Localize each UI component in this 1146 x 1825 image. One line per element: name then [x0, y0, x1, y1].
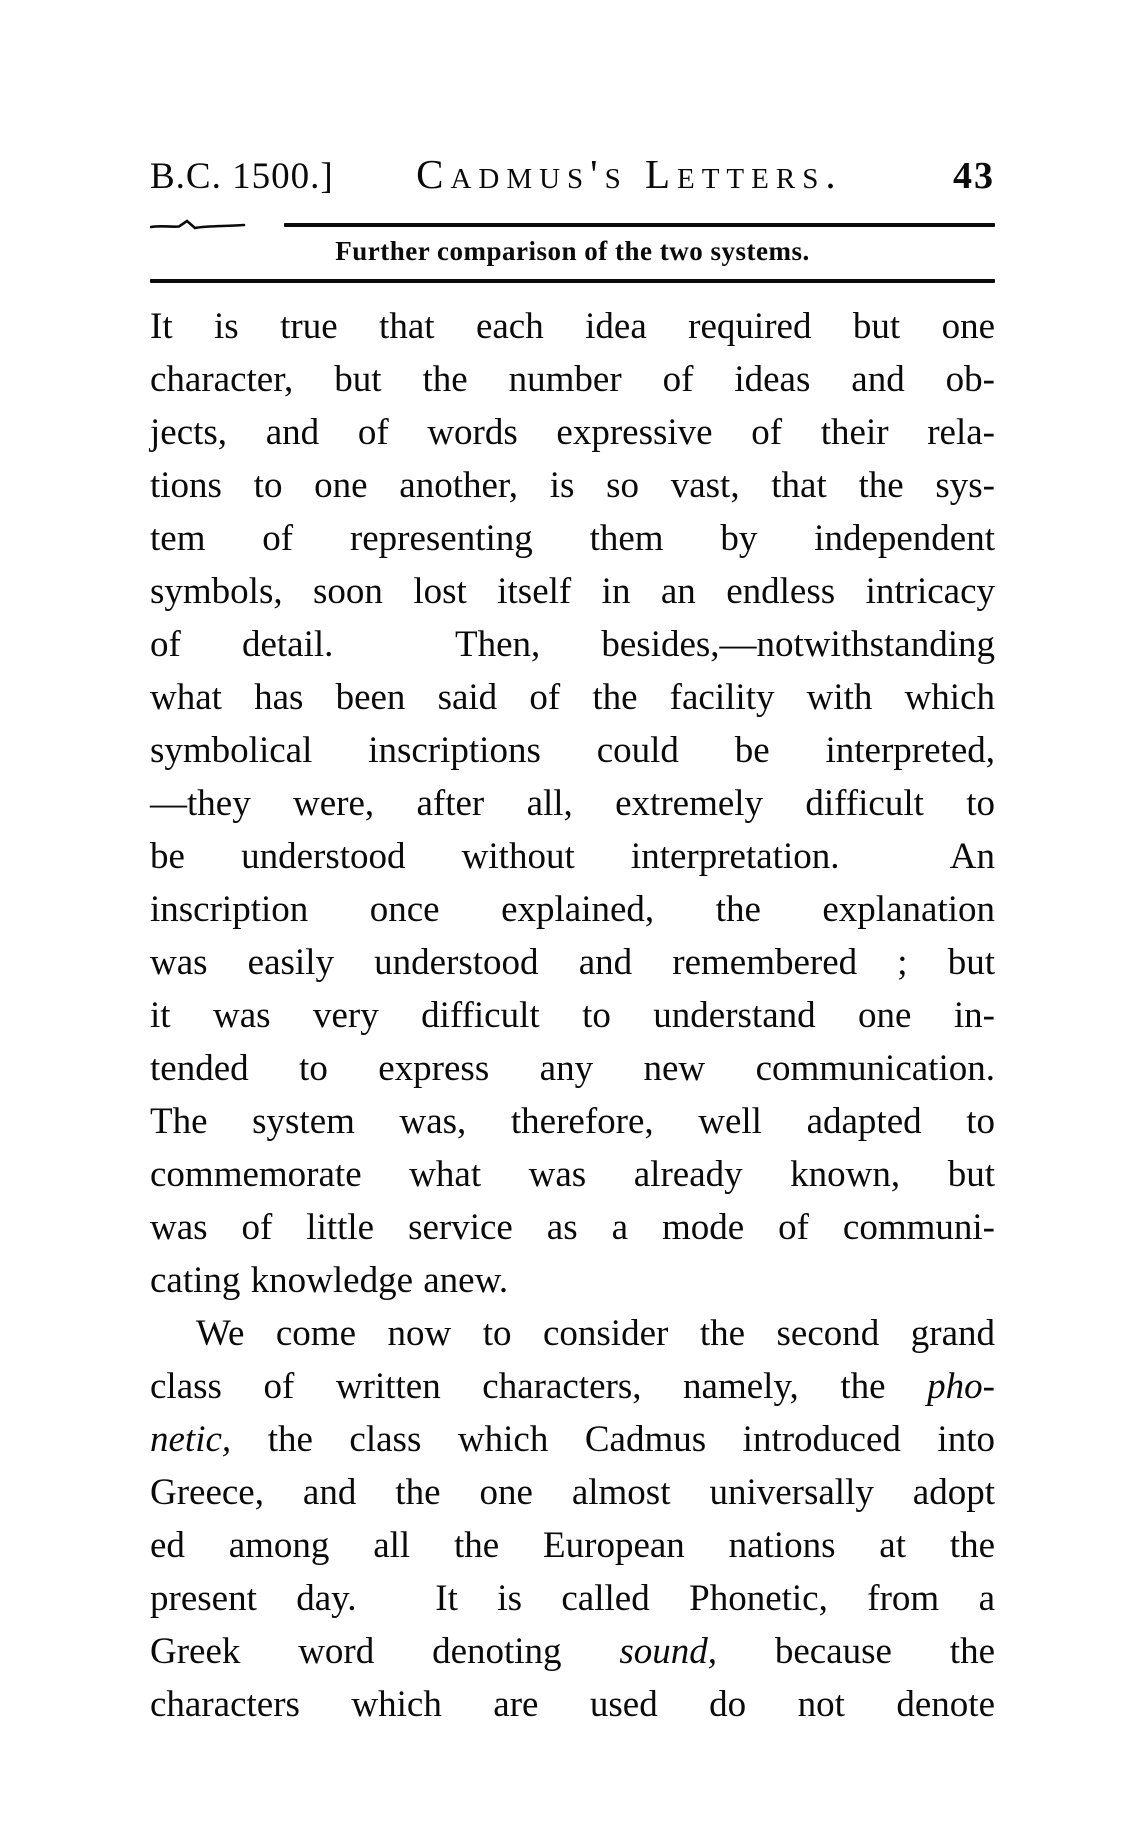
text-segment: cating knowledge anew.: [150, 1260, 509, 1301]
text-segment: class of written characters, namely, the: [150, 1366, 928, 1407]
text-segment: characters which are used do not denote: [150, 1684, 995, 1725]
text-line: [150, 1678, 995, 1731]
text-segment: —they were, after all, extremely difficult to: [150, 783, 995, 824]
text-segment: We come now to consider the second grand: [196, 1313, 995, 1354]
text-segment: was easily understood and remembered ; but: [150, 942, 995, 983]
header-rule: [284, 223, 995, 227]
squiggle-rule-icon: [150, 219, 246, 231]
text-segment: The system was, therefore, well adapted to: [150, 1101, 995, 1142]
header-title: Cadmus's Letters.: [416, 151, 843, 197]
text-line: [150, 1572, 995, 1625]
text-line: [150, 777, 995, 830]
text-line: [150, 565, 995, 618]
italic-text: sound,: [619, 1631, 718, 1672]
text-segment: what has been said of the facility with which: [150, 677, 995, 718]
text-line: [150, 406, 995, 459]
text-segment: tions to one another, is so vast, that the sys-: [150, 465, 995, 506]
italic-text: pho-: [927, 1366, 995, 1407]
text-segment: present day. It is called Phonetic, from a: [150, 1578, 995, 1619]
text-line: [150, 989, 995, 1042]
text-line: [150, 1095, 995, 1148]
text-line: [150, 1360, 995, 1413]
text-segment: symbolical inscriptions could be interpreted,: [150, 730, 995, 771]
text-segment: be understood without interpretation. An: [150, 836, 995, 877]
italic-text: netic,: [150, 1419, 232, 1460]
text-line: [150, 618, 995, 671]
text-line: [150, 1625, 995, 1678]
text-line: [150, 1307, 995, 1360]
text-segment: Greece, and the one almost universally adopt: [150, 1472, 995, 1513]
text-segment: tended to express any new communication.: [150, 1048, 995, 1089]
text-line: [150, 300, 995, 353]
page-body: [150, 300, 995, 1731]
text-segment: the class which Cadmus introduced into: [231, 1419, 995, 1460]
text-line: [150, 1201, 995, 1254]
text-segment: symbols, soon lost itself in an endless intricacy: [150, 571, 995, 612]
section-heading: Further comparison of the two systems.: [335, 236, 810, 266]
text-line: [150, 1148, 995, 1201]
text-line: [150, 512, 995, 565]
text-line: [150, 936, 995, 989]
text-segment: ed among all the European nations at the: [150, 1525, 995, 1566]
text-line: [150, 671, 995, 724]
text-line: [150, 1254, 995, 1307]
text-line: [150, 1042, 995, 1095]
text-segment: inscription once explained, the explanation: [150, 889, 995, 930]
text-segment: character, but the number of ideas and ob-: [150, 359, 995, 400]
header-rule-row: [150, 219, 995, 231]
text-segment: was of little service as a mode of communi-: [150, 1207, 995, 1248]
text-segment: It is true that each idea required but one: [150, 306, 995, 347]
text-line: [150, 1466, 995, 1519]
text-segment: of detail. Then, besides,—notwithstanding: [150, 624, 995, 665]
text-line: [150, 883, 995, 936]
text-line: [150, 1519, 995, 1572]
text-line: [150, 830, 995, 883]
running-head: [150, 150, 995, 198]
text-segment: it was very difficult to understand one in-: [150, 995, 995, 1036]
page-number: 43: [953, 155, 995, 197]
text-segment: jects, and of words expressive of their rela-: [150, 412, 995, 453]
header-date-marker: B.C. 1500.]: [150, 156, 334, 197]
section-rule: [150, 279, 995, 283]
text-line: [150, 459, 995, 512]
text-line: [150, 353, 995, 406]
text-segment: tem of representing them by independent: [150, 518, 995, 559]
text-segment: because the: [717, 1631, 995, 1672]
text-line: [150, 724, 995, 777]
text-line: [150, 1413, 995, 1466]
text-segment: commemorate what was already known, but: [150, 1154, 995, 1195]
text-segment: Greek word denoting: [150, 1631, 620, 1672]
